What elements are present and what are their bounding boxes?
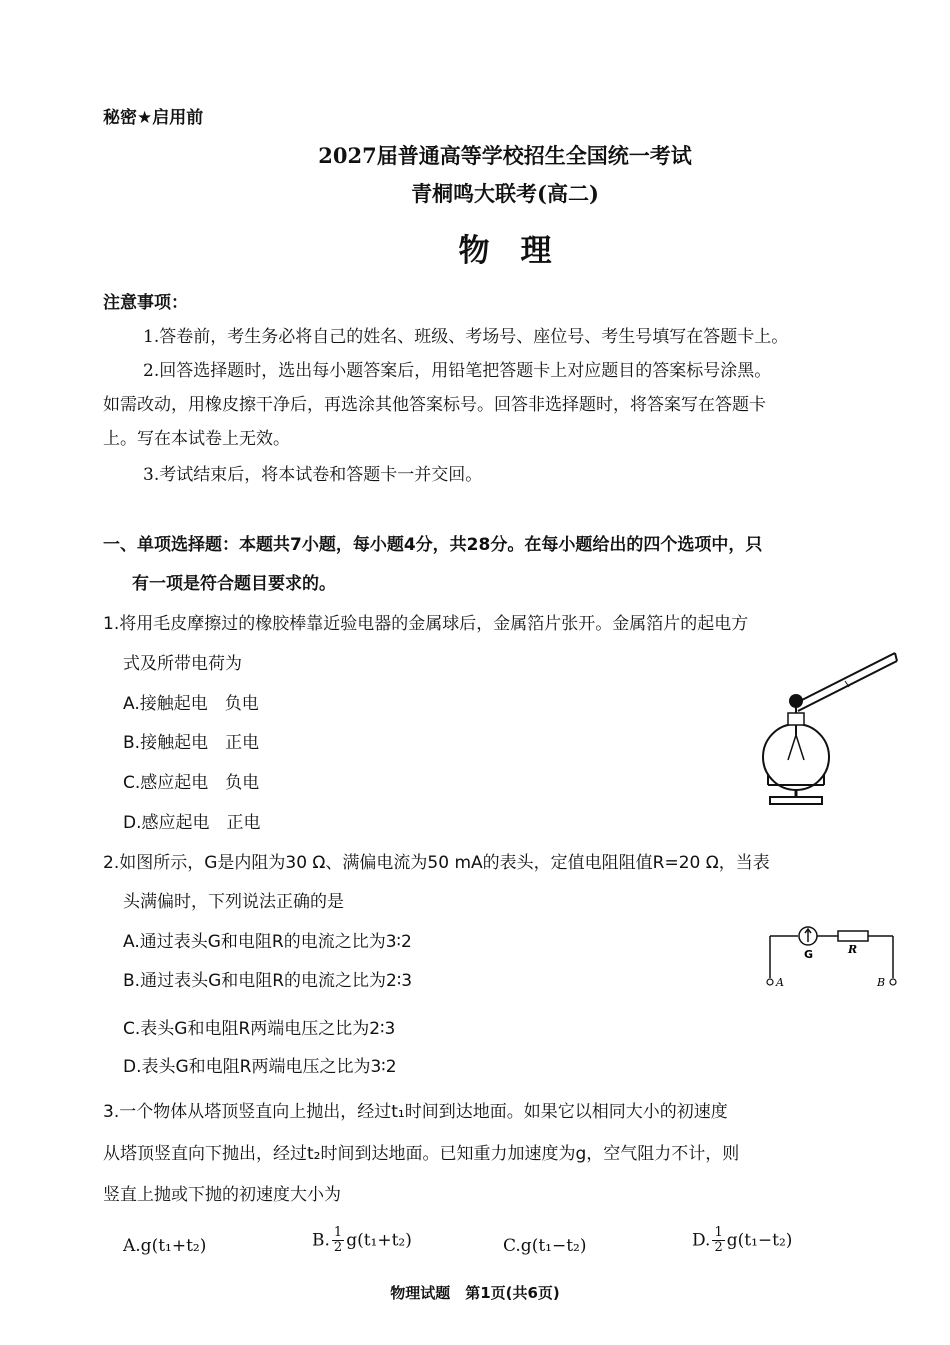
q3-option-d-denominator: 2 (714, 1240, 723, 1255)
q2-option-d: D.表头G和电阻R两端电压之比为3∶2 (123, 1057, 397, 1077)
q3-stem-line-1: 3.一个物体从塔顶竖直向上抛出，经过t₁时间到达地面。如果它以相同大小的初速度 (103, 1102, 728, 1122)
q3-option-b-expression: g(t₁+t₂) (346, 1230, 412, 1251)
notes-item-2-line-2: 如需改动，用橡皮擦干净后，再选涂其他答案标号。回答非选择题时，将答案写在答题卡 (103, 395, 766, 415)
subject-title: 物 理 (458, 233, 552, 269)
electroscope-figure (740, 645, 900, 815)
q3-option-d-label: D. (692, 1230, 711, 1251)
exam-subtitle: 青桐鸣大联考(高二) (411, 181, 599, 206)
q3-option-b-numerator: 1 (333, 1225, 343, 1240)
q1-option-a: A.接触起电 负电 (123, 694, 259, 714)
q2-stem-line-2: 头满偏时，下列说法正确的是 (123, 892, 344, 912)
q3-option-d-numerator: 1 (714, 1225, 723, 1240)
q2-option-b: B.通过表头G和电阻R的电流之比为2∶3 (123, 971, 413, 991)
q3-option-b-label: B. (312, 1230, 330, 1251)
q1-option-d: D.感应起电 正电 (123, 813, 261, 833)
circuit-resistor-label: R (848, 943, 858, 956)
q2-option-c: C.表头G和电阻R两端电压之比为2∶3 (123, 1019, 396, 1039)
circuit-meter-label: G (804, 948, 814, 961)
q1-stem-line-2: 式及所带电荷为 (123, 654, 242, 674)
notes-item-2-line-3: 上。写在本试卷上无效。 (103, 429, 290, 449)
q3-option-a: A.g(t₁+t₂) (123, 1236, 207, 1256)
page-footer: 物理试题 第1页(共6页) (390, 1284, 560, 1302)
notes-item-2-line-1: 2.回答选择题时，选出每小题答案后，用铅笔把答题卡上对应题目的答案标号涂黑。 (143, 361, 772, 381)
q3-option-b-denominator: 2 (333, 1240, 343, 1255)
q3-option-c: C.g(t₁−t₂) (503, 1236, 587, 1256)
section-1-heading-cont: 有一项是符合题目要求的。 (132, 574, 336, 594)
q3-option-d-expression: g(t₁−t₂) (726, 1230, 793, 1251)
q2-stem-line-1: 2.如图所示，G是内阻为30 Ω、满偏电流为50 mA的表头，定值电阻阻值R=20 Ω，当表 (103, 853, 770, 873)
exam-title: 2027届普通高等学校招生全国统一考试 (318, 143, 692, 168)
q3-option-b-fraction (332, 1226, 344, 1255)
circuit-terminal-b: B (877, 976, 886, 989)
q3-stem-line-2: 从塔顶竖直向下抛出，经过t₂时间到达地面。已知重力加速度为g，空气阻力不计，则 (103, 1144, 740, 1164)
q1-stem-line-1: 1.将用毛皮摩擦过的橡胶棒靠近验电器的金属球后，金属箔片张开。金属箔片的起电方 (103, 614, 749, 634)
notes-item-3: 3.考试结束后，将本试卷和答题卡一并交回。 (143, 465, 483, 485)
section-1-heading: 一、单项选择题：本题共7小题，每小题4分，共28分。在每小题给出的四个选项中，只 (103, 535, 763, 555)
q3-option-d (692, 1226, 792, 1255)
notes-item-1: 1.答卷前，考生务必将自己的姓名、班级、考场号、座位号、考生号填写在答题卡上。 (143, 327, 789, 347)
confidential-label: 秘密★启用前 (103, 108, 204, 128)
q2-option-a: A.通过表头G和电阻R的电流之比为3∶2 (123, 932, 412, 952)
q3-stem-line-3: 竖直上抛或下抛的初速度大小为 (103, 1185, 341, 1205)
q3-option-d-fraction (712, 1226, 724, 1255)
q1-option-b: B.接触起电 正电 (123, 733, 260, 753)
circuit-terminal-a: A (776, 976, 784, 989)
q3-option-b (312, 1226, 412, 1255)
circuit-diagram (760, 918, 910, 998)
notes-heading: 注意事项： (103, 293, 188, 313)
q1-option-c: C.感应起电 负电 (123, 773, 260, 793)
